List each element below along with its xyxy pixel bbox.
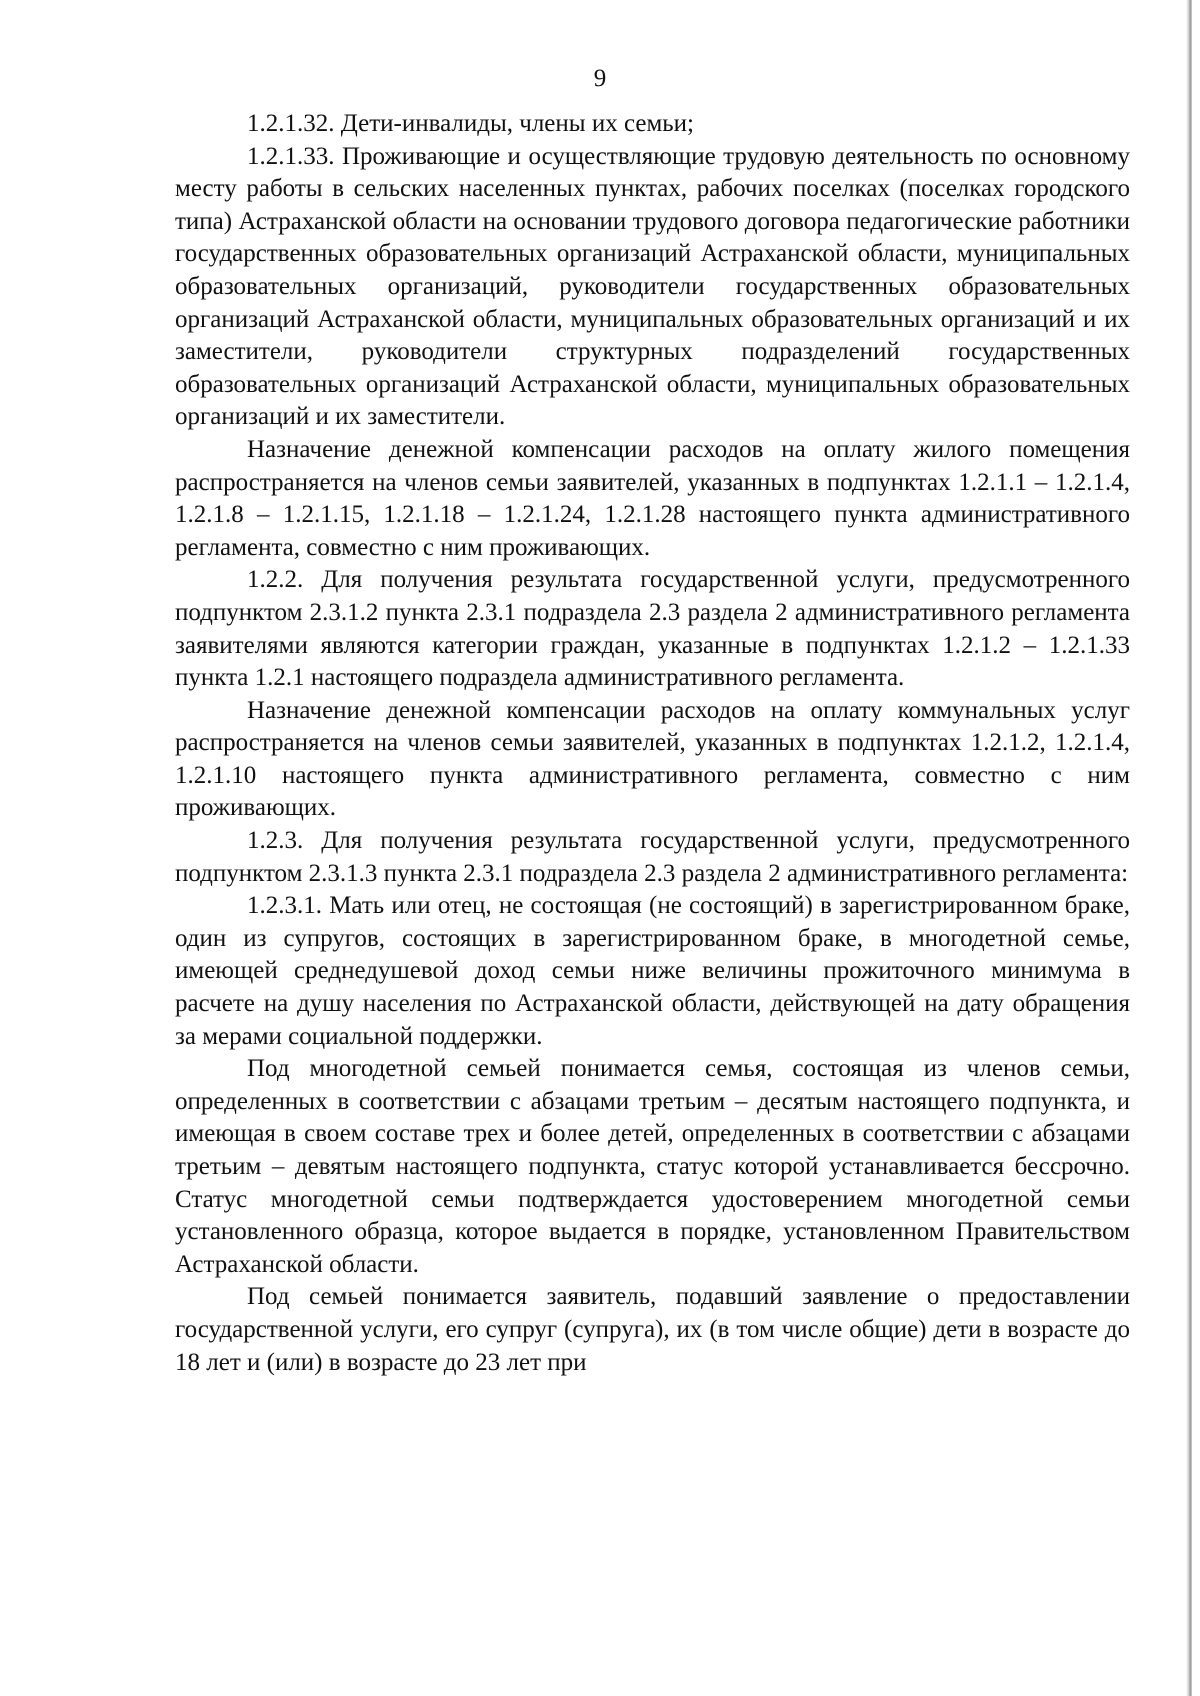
paragraph-family-definition: Под семьей понимается заявитель, подавший заявление о предоставлении государственной услуги, его супруг (супруга), их (в том числе общие) дети в возрасте до 18 лет и (или) в возрасте до 23 лет при [175, 1283, 1130, 1376]
document-body [175, 108, 1130, 1379]
paragraph-large-family-definition: Под многодетной семьей понимается семья, состоящая из членов семьи, определенных в соответствии с абзацами третьим – десятым настоящего подпункта, и имеющая в своем составе трех и более детей, определенных в соответствии с абзацами третьим – девятым настоящего подпункта, статус которой устанавливается бессрочно. Статус многодетной семьи подтверждается удостоверением многодетной семьи установленного образца, которое выдается в порядке, установленном Правительством Астраханской области. [175, 1055, 1130, 1278]
paragraph-housing-compensation: Назначение денежной компенсации расходов на оплату жилого помещения распространяется на членов семьи заявителей, указанных в подпунктах 1.2.1.1 – 1.2.1.4, 1.2.1.8 – 1.2.1.15, 1.2.1.18 – 1.2.1.24, 1.2.1.28 настоящего пункта административного регламента, совместно с ним проживающих. [175, 435, 1130, 561]
paragraph-1-2-2: 1.2.2. Для получения результата государственной услуги, предусмотренного подпунктом 2.3.1.2 пункта 2.3.1 подраздела 2.3 раздела 2 административного регламента заявителями являются категории граждан, указанные в подпунктах 1.2.1.2 – 1.2.1.33 пункта 1.2.1 настоящего подраздела административного регламента. [175, 566, 1130, 692]
page-number: 9 [593, 65, 607, 92]
paragraph-1-2-3-1: 1.2.3.1. Мать или отец, не состоящая (не состоящий) в зарегистрированном браке, один из супругов, состоящих в зарегистрированном браке, в многодетной семье, имеющей среднедушевой доход семьи ниже величины прожиточного минимума в расчете на душу населения по Астраханской области, действующей на дату обращения за мерами социальной поддержки. [175, 892, 1130, 1050]
paragraph-1-2-1-32: 1.2.1.32. Дети-инвалиды, члены их семьи; [247, 110, 694, 137]
paragraph-1-2-3: 1.2.3. Для получения результата государственной услуги, предусмотренного подпунктом 2.3.1.3 пункта 2.3.1 подраздела 2.3 раздела 2 административного регламента: [175, 827, 1130, 887]
page-edge-shadow [1186, 0, 1192, 1696]
paragraph-utilities-compensation: Назначение денежной компенсации расходов на оплату коммунальных услуг распространяется на членов семьи заявителей, указанных в подпунктах 1.2.1.2, 1.2.1.4, 1.2.1.10 настоящего пункта административного регламента, совместно с ним проживающих. [175, 696, 1130, 822]
paragraph-1-2-1-33: 1.2.1.33. Проживающие и осуществляющие трудовую деятельность по основному месту работы в сельских населенных пунктах, рабочих поселках (поселках городского типа) Астраханской области на основании трудового договора педагогические работники государственных образовательных организаций Астраханской области, муниципальных образовательных организаций, руководители государственных образовательных организаций Астраханской области, муниципальных образовательных организаций и их заместители, руководители структурных подразделений государственных образовательных организаций Астраханской области, муниципальных образовательных организаций и их заместители. [175, 142, 1130, 431]
